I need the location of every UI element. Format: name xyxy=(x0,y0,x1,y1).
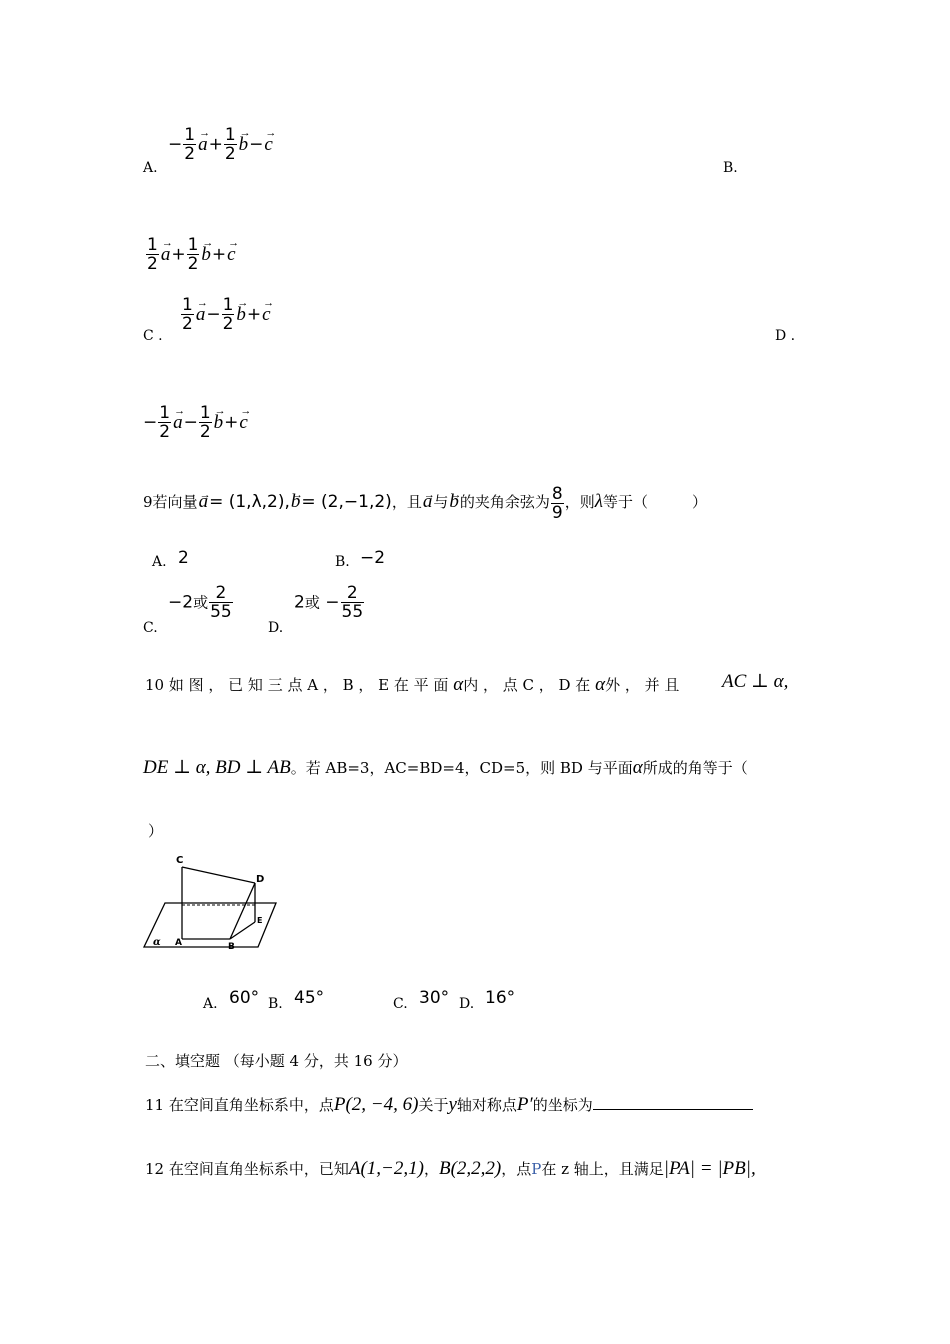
label-d: D xyxy=(256,874,265,885)
q10-option-c-value: 30° xyxy=(419,988,450,1008)
alpha-symbol: α xyxy=(453,674,464,695)
q9-vec-b2: → b xyxy=(448,462,460,542)
q9-vec-a: → a xyxy=(198,462,210,542)
q11-stem: 11 在空间直角坐标系中，点P(2, −4, 6)关于y轴对称点P′的坐标为 xyxy=(145,1094,753,1116)
q10-line2-math: DE ⊥ α, BD ⊥ AB xyxy=(143,757,291,778)
q9-cosine-fraction: $\frac{8}{9}$ xyxy=(551,483,563,523)
segment-cd xyxy=(182,867,255,883)
q10-option-b-label: B. xyxy=(268,996,283,1012)
q9-text7: ） xyxy=(691,493,707,511)
q11-answer-blank[interactable] xyxy=(593,1095,753,1110)
alpha-symbol: α xyxy=(595,674,606,695)
label-e: E xyxy=(257,916,263,925)
label-alpha: α xyxy=(153,937,161,948)
label-a: A xyxy=(175,938,182,948)
q10-option-d-value: 16° xyxy=(485,988,516,1008)
q8-option-a-expr: − $\frac{1}{2}$ → a+ $\frac{1}{2}$ → b−→ c xyxy=(168,126,274,163)
q12-condition: |PA| = |PB|, xyxy=(663,1158,756,1179)
q9-vec-a-val: = (1,λ,2), xyxy=(209,492,290,512)
q9-stem xyxy=(143,462,707,542)
q10-line1: 10 如 图 ， 已 知 三 点 A ， B ， E 在 平 面 α内 ， 点 C ， D 在 α外 ， 并 且 xyxy=(145,674,680,695)
q12-point-b: B(2,2,2) xyxy=(438,1158,502,1179)
q11-pprime: P′ xyxy=(516,1094,533,1115)
alpha-symbol: α xyxy=(632,757,643,778)
q9-option-b-label: B. xyxy=(335,554,350,570)
q9-text3: 与 xyxy=(433,493,449,511)
q9-option-b-value: −2 xyxy=(360,548,386,568)
q9-vec-b: → b xyxy=(290,462,302,542)
q9-text6: 等于（ xyxy=(602,493,648,511)
q9-option-c-expr: −2或 $\frac{2}{55}$ xyxy=(168,583,232,622)
q9-text1: 若向量 xyxy=(152,493,198,511)
q9-number: 9 xyxy=(143,493,153,511)
section-title: 二、填空题 （每小题 4 分，共 16 分） xyxy=(145,1052,408,1070)
q12-point-a: A(1,−2,1) xyxy=(348,1158,424,1179)
q10-option-c-label: C. xyxy=(393,996,408,1012)
q10-figure xyxy=(140,850,285,955)
q10-option-b-value: 45° xyxy=(294,988,325,1008)
q9-text5: ，则 xyxy=(564,493,595,511)
q10-option-d-label: D. xyxy=(459,996,475,1012)
q10-option-a-label: A. xyxy=(203,996,218,1012)
q11-point: P(2, −4, 6) xyxy=(333,1094,419,1115)
label-b: B xyxy=(228,942,235,952)
q8-option-b-expr: $\frac{1}{2}$ → a+ $\frac{1}{2}$ → b+→ c xyxy=(145,236,237,273)
q9-vec-b-val: = (2,−1,2) xyxy=(301,492,392,512)
q9-option-a-label: A. xyxy=(152,554,167,570)
label-c: C xyxy=(176,855,184,866)
q12-stem: 12 在空间直角坐标系中，已知A(1,−2,1)，B(2,2,2)，点P在 z 轴上，且满足|PA| = |PB|, xyxy=(145,1158,756,1179)
q8-option-a-label: A. xyxy=(143,160,158,176)
q9-vec-a2: → a xyxy=(422,462,434,542)
q8-option-d-expr: − $\frac{1}{2}$ → a− $\frac{1}{2}$ → b+→ c xyxy=(143,404,249,441)
q9-option-c-label: C. xyxy=(143,620,158,636)
q9-lambda: λ xyxy=(594,491,603,512)
q10-line2: DE ⊥ α, BD ⊥ AB。若 AB=3，AC=BD=4，CD=5，则 BD 与平面α所成的角等于（ xyxy=(143,757,748,778)
q9-option-d-expr: 2或 − $\frac{2}{55}$ xyxy=(294,583,364,622)
plane-alpha xyxy=(144,903,276,947)
q11-axis: y xyxy=(448,1094,457,1115)
q9-text4: 的夹角余弦为 xyxy=(459,493,550,511)
q8-option-b-label: B. xyxy=(723,160,738,176)
q12-point-p: P xyxy=(531,1160,542,1178)
q9-option-a-value: 2 xyxy=(178,548,189,568)
q9-option-d-label: D. xyxy=(268,620,284,636)
q8-option-c-expr: $\frac{1}{2}$ → a− $\frac{1}{2}$ → b+→ c xyxy=(180,296,272,333)
q10-option-a-value: 60° xyxy=(229,988,260,1008)
q8-option-c-label: C . xyxy=(143,328,163,344)
q10-line3: ） xyxy=(148,822,164,840)
q10-line1-math: AC ⊥ α, xyxy=(722,671,789,692)
q9-text2: ，且 xyxy=(391,493,422,511)
q8-option-d-label: D . xyxy=(775,328,796,344)
